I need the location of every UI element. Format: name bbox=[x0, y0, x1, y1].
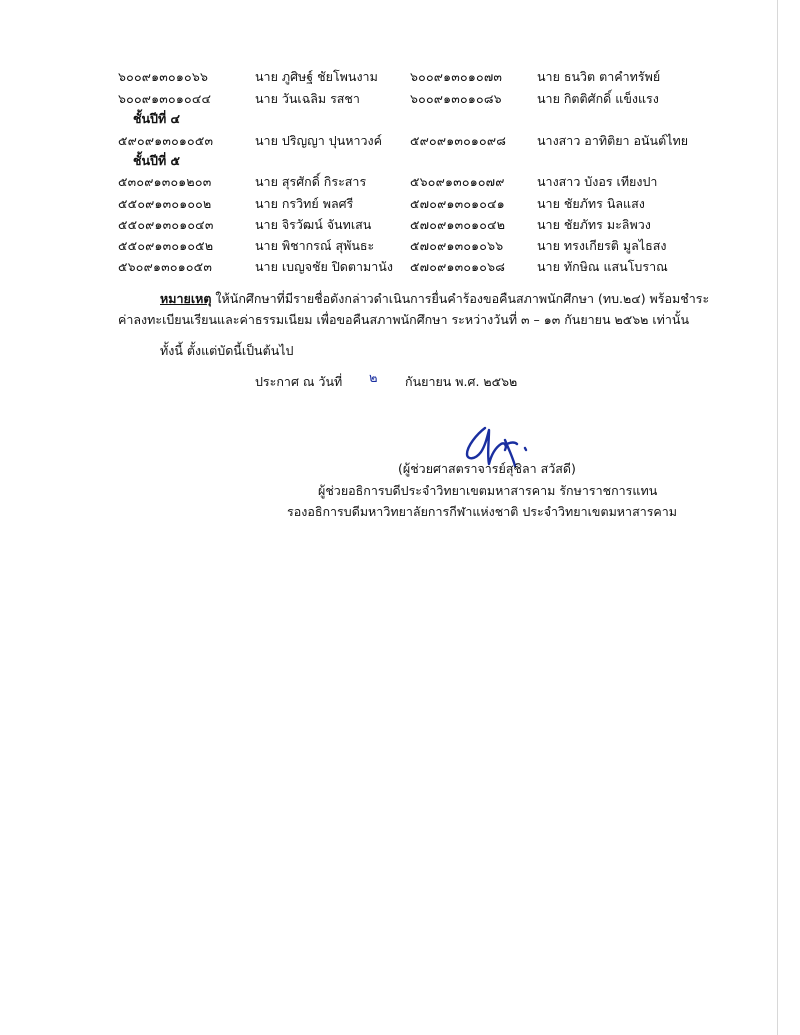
student-name: นาย วันเฉลิม รสชา bbox=[255, 91, 360, 106]
student-name: นาย ชัยภัทร นิลแสง bbox=[537, 196, 645, 211]
student-name: นาย พิชากรณ์ สุพันธะ bbox=[255, 238, 375, 253]
student-name: นาย เบญจชัย ปิดตามานัง bbox=[255, 259, 393, 274]
student-id: ๕๖๐๙๑๓๐๑๐๕๓ bbox=[118, 259, 213, 274]
student-id: ๕๙๐๙๑๓๐๑๐๕๓ bbox=[118, 133, 214, 148]
student-name: นาย ทักษิณ แสนโบราณ bbox=[537, 259, 668, 274]
student-id: ๖๐๐๙๑๓๐๑๐๘๖ bbox=[410, 91, 502, 106]
table-row bbox=[0, 171, 800, 193]
student-id: ๕๓๐๙๑๓๐๑๒๐๓ bbox=[118, 174, 212, 189]
student-id: ๕๕๐๙๑๓๐๑๐๕๒ bbox=[118, 238, 214, 253]
student-name: นาย ธนวิต ตาคำทรัพย์ bbox=[537, 69, 661, 84]
student-name: นาย สุรศักดิ์ กิระสาร bbox=[255, 174, 367, 189]
student-name: นาย ทรงเกียรติ มูลไธสง bbox=[537, 238, 667, 253]
handwritten-day bbox=[366, 367, 388, 387]
table-row bbox=[0, 214, 800, 236]
announce-suffix: กันยายน พ.ศ. ๒๕๖๒ bbox=[405, 374, 518, 389]
signer-title-2: รองอธิการบดีมหาวิทยาลัยการกีฬาแห่งชาติ ประจำวิทยาเขตมหาสารคาม bbox=[287, 504, 678, 519]
student-id: ๕๗๐๙๑๓๐๑๐๔๒ bbox=[410, 217, 506, 232]
student-id: ๕๗๐๙๑๓๐๑๐๖๘ bbox=[410, 259, 506, 274]
table-row bbox=[0, 193, 800, 215]
table-row bbox=[0, 66, 800, 88]
note-label: หมายเหตุ bbox=[160, 291, 212, 306]
note-line-1 bbox=[160, 289, 709, 309]
page-edge-line bbox=[777, 0, 778, 1035]
note-text-1: ให้นักศึกษาที่มีรายชื่อดังกล่าวดำเนินการยื่นคำร้องขอคืนสภาพนักศึกษา (ทบ.๒๔) พร้อมชำระ bbox=[211, 291, 710, 306]
note-line-2: ค่าลงทะเบียนเรียนและค่าธรรมเนียม เพื่อขอคืนสภาพนักศึกษา ระหว่างวันที่ ๓ – ๑๓ กันยายน ๒๕๖๒ เท่านั้น bbox=[118, 312, 689, 327]
student-id: ๕๗๐๙๑๓๐๑๐๔๑ bbox=[410, 196, 505, 211]
table-row bbox=[0, 235, 800, 257]
student-id: ๖๐๐๙๑๓๐๑๐๗๓ bbox=[410, 69, 503, 84]
student-name: นาย ปริญญา ปุนหาวงค์ bbox=[255, 133, 383, 148]
effective-statement: ทั้งนี้ ตั้งแต่บัดนี้เป็นต้นไป bbox=[160, 343, 294, 358]
student-name: นาย กิตติศักดิ์ แข็งแรง bbox=[537, 91, 659, 106]
student-id: ๖๐๐๙๑๓๐๑๐๔๔ bbox=[118, 91, 212, 106]
student-id: ๕๙๐๙๑๓๐๑๐๙๘ bbox=[410, 133, 507, 148]
student-name: นาย จิรวัฒน์ จันทเสน bbox=[255, 217, 372, 232]
student-id: ๕๕๐๙๑๓๐๑๐๐๒ bbox=[118, 196, 212, 211]
student-name: นางสาว บังอร เทียงปา bbox=[537, 174, 658, 189]
table-row bbox=[0, 256, 800, 278]
announce-prefix: ประกาศ ณ วันที่ bbox=[255, 374, 343, 389]
signer-title-1: ผู้ช่วยอธิการบดีประจำวิทยาเขตมหาสารคาม รักษาราชการแทน bbox=[318, 483, 658, 498]
signer-name: (ผู้ช่วยศาสตราจารย์สุชิลา สวัสดี) bbox=[398, 461, 576, 476]
table-row bbox=[0, 130, 800, 152]
table-row bbox=[0, 88, 800, 110]
student-name: นางสาว อาทิติยา อนันต์ไทย bbox=[537, 133, 689, 148]
year-5-heading: ชั้นปีที่ ๕ bbox=[133, 153, 181, 168]
student-id: ๕๖๐๙๑๓๐๑๐๗๙ bbox=[410, 174, 505, 189]
student-name: นาย ภูศิษฐ์ ชัยโพนงาม bbox=[255, 69, 378, 84]
student-id: ๕๗๐๙๑๓๐๑๐๖๖ bbox=[410, 238, 504, 253]
year-4-heading: ชั้นปีที่ ๔ bbox=[133, 111, 181, 126]
handwritten-day-text: ๒ bbox=[369, 371, 378, 386]
student-name: นาย ชัยภัทร มะลิพวง bbox=[537, 217, 651, 232]
student-id: ๕๕๐๙๑๓๐๑๐๔๓ bbox=[118, 217, 214, 232]
student-name: นาย กรวิทย์ พลศรี bbox=[255, 196, 354, 211]
student-id: ๖๐๐๙๑๓๐๑๐๖๖ bbox=[118, 69, 209, 84]
